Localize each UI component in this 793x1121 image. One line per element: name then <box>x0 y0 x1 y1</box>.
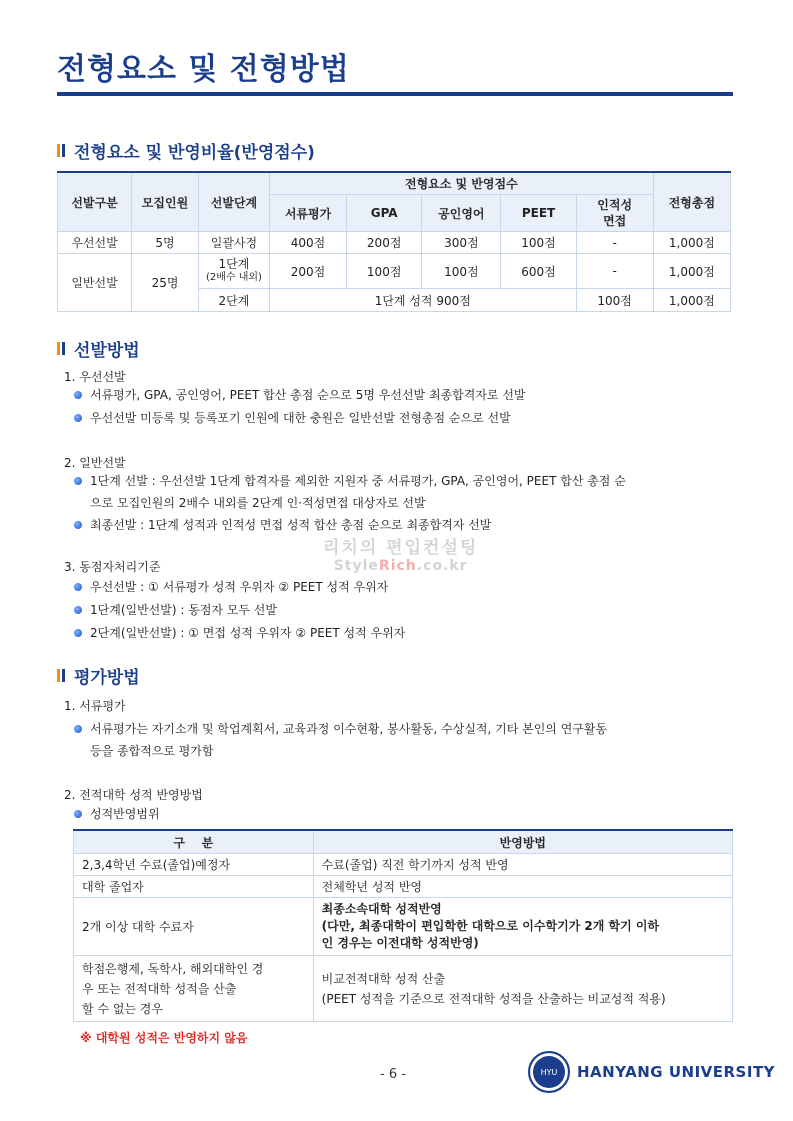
section-heading-ratio <box>57 138 315 163</box>
cell-division: 2개 이상 대학 수료자 <box>74 898 314 956</box>
list-item: 2단계(일반선발) : ① 면접 성적 우위자 ② PEET 성적 우위자 <box>90 626 406 640</box>
cell-gpa: 200점 <box>347 232 422 254</box>
method-line: 인 경우는 이전대학 성적반영) <box>321 936 479 950</box>
section-title: 선발방법 <box>74 341 140 361</box>
title-divider <box>57 92 733 96</box>
footnote: ※ 대학원 성적은 반영하지 않음 <box>80 1031 248 1045</box>
watermark-rich: Rich <box>378 558 417 574</box>
header-stage: 선발단계 <box>198 172 269 232</box>
bullet-icon <box>74 391 82 399</box>
cell-stage: 일괄사정 <box>198 232 269 254</box>
cell-peet: 100점 <box>501 232 576 254</box>
bullet-icon <box>74 414 82 422</box>
list-item: 서류평가는 자기소개 및 학업계획서, 교육과정 이수현황, 봉사활동, 수상실적, 기타 본인의 연구활동 <box>90 722 608 736</box>
header-english: 공인영어 <box>422 195 501 232</box>
table-row <box>74 854 733 876</box>
cell-division: 2,3,4학년 수료(졸업)예정자 <box>74 854 314 876</box>
method-line: (PEET 성적을 기준으로 전적대학 성적을 산출하는 비교성적 적용) <box>321 991 666 1006</box>
header-docs: 서류평가 <box>269 195 346 232</box>
page-title: 전형요소 및 전형방법 <box>57 52 350 87</box>
header-elements: 전형요소 및 반영점수 <box>269 172 653 195</box>
page-number: - 6 - <box>380 1067 406 1082</box>
cell-division: 대학 졸업자 <box>74 876 314 898</box>
grade-table <box>73 829 733 1022</box>
header-division: 구 분 <box>74 830 314 854</box>
table-row <box>74 898 733 956</box>
table-row <box>58 254 731 289</box>
list-heading: 1. 우선선발 <box>64 370 126 384</box>
list-heading: 1. 서류평가 <box>64 699 126 713</box>
cell-category: 일반선발 <box>58 254 132 312</box>
table-row <box>58 232 731 254</box>
watermark-domain: .co.kr <box>416 558 468 574</box>
cell-gpa: 100점 <box>347 254 422 289</box>
table-row <box>74 876 733 898</box>
cell-combined: 1단계 성적 900점 <box>269 289 576 312</box>
list-item-continued: 등을 종합적으로 평가함 <box>90 744 214 758</box>
cell-total: 1,000점 <box>653 289 730 312</box>
section-bar-icon <box>57 342 65 355</box>
method-line: 비교전적대학 성적 산출 <box>321 971 446 986</box>
table-row <box>74 956 733 1022</box>
stage-note: (2배수 내외) <box>205 272 262 283</box>
list-item: 1단계(일반선발) : 동점자 모두 선발 <box>90 603 277 617</box>
header-category: 선발구분 <box>58 172 132 232</box>
bullet-icon <box>74 521 82 529</box>
cell-quota: 5명 <box>132 232 199 254</box>
division-line: 할 수 없는 경우 <box>82 1001 163 1016</box>
list-item: 우선선발 : ① 서류평가 성적 우위자 ② PEET 성적 우위자 <box>90 580 389 594</box>
header-total: 전형총점 <box>653 172 730 232</box>
division-line: 학점은행제, 독학사, 해외대학인 경 <box>82 961 264 976</box>
list-heading: 3. 동점자처리기준 <box>64 560 161 574</box>
header-gpa: GPA <box>347 195 422 232</box>
header-interview: 인적성 면접 <box>576 195 653 232</box>
cell-docs: 200점 <box>269 254 346 289</box>
cell-method <box>313 898 732 956</box>
cell-interview: 100점 <box>576 289 653 312</box>
university-seal-icon: HYU <box>528 1051 570 1093</box>
header-method: 반영방법 <box>313 830 732 854</box>
section-title: 평가방법 <box>74 668 140 688</box>
bullet-icon <box>74 583 82 591</box>
cell-method <box>313 956 732 1022</box>
section-title: 전형요소 및 반영비율(반영점수) <box>74 143 315 163</box>
cell-category: 우선선발 <box>58 232 132 254</box>
bullet-icon <box>74 606 82 614</box>
stage-label: 1단계 <box>218 257 250 271</box>
watermark-style: Style <box>333 558 379 574</box>
cell-division <box>74 956 314 1022</box>
section-heading-evaluation <box>57 663 140 688</box>
list-heading: 2. 전적대학 성적 반영방법 <box>64 788 203 802</box>
cell-docs: 400점 <box>269 232 346 254</box>
list-item: 서류평가, GPA, 공인영어, PEET 합산 총점 순으로 5명 우선선발 최종합격자로 선발 <box>90 388 526 402</box>
cell-method: 수료(졸업) 직전 학기까지 성적 반영 <box>313 854 732 876</box>
cell-interview: - <box>576 254 653 289</box>
list-item: 1단계 선발 : 우선선발 1단계 합격자를 제외한 지원자 중 서류평가, GPA, 공인영어, PEET 합산 총점 순 <box>90 474 626 488</box>
cell-quota: 25명 <box>132 254 199 312</box>
watermark-line2 <box>323 558 478 574</box>
list-item: 성적반영범위 <box>90 807 160 821</box>
cell-total: 1,000점 <box>653 232 730 254</box>
bullet-icon <box>74 477 82 485</box>
method-line: 최종소속대학 성적반영 <box>321 902 442 916</box>
watermark-line1: 리치의 편입컨설팅 <box>323 538 479 558</box>
university-name: HANYANG UNIVERSITY <box>577 1063 776 1081</box>
division-line: 우 또는 전적대학 성적을 산출 <box>82 981 237 996</box>
list-heading: 2. 일반선발 <box>64 456 126 470</box>
cell-method: 전체학년 성적 반영 <box>313 876 732 898</box>
section-heading-selection <box>57 336 140 361</box>
watermark <box>323 533 478 574</box>
ratio-table <box>57 171 731 312</box>
list-item-continued: 으로 모집인원의 2배수 내외를 2단계 인·적성면접 대상자로 선발 <box>90 496 426 510</box>
bullet-icon <box>74 629 82 637</box>
university-logo <box>528 1051 775 1093</box>
header-peet: PEET <box>501 195 576 232</box>
bullet-icon <box>74 725 82 733</box>
cell-stage <box>198 254 269 289</box>
section-bar-icon <box>57 144 65 157</box>
cell-peet: 600점 <box>501 254 576 289</box>
list-item: 우선선발 미등록 및 등록포기 인원에 대한 충원은 일반선발 전형총점 순으로 선발 <box>90 411 511 425</box>
section-bar-icon <box>57 669 65 682</box>
cell-interview: - <box>576 232 653 254</box>
cell-english: 300점 <box>422 232 501 254</box>
cell-total: 1,000점 <box>653 254 730 289</box>
cell-english: 100점 <box>422 254 501 289</box>
cell-stage: 2단계 <box>198 289 269 312</box>
list-item: 최종선발 : 1단계 성적과 인적성 면접 성적 합산 총점 순으로 최종합격자 선발 <box>90 518 492 532</box>
method-line: (다만, 최종대학이 편입학한 대학으로 이수학기가 2개 학기 이하 <box>321 919 660 933</box>
header-quota: 모집인원 <box>132 172 199 232</box>
bullet-icon <box>74 810 82 818</box>
